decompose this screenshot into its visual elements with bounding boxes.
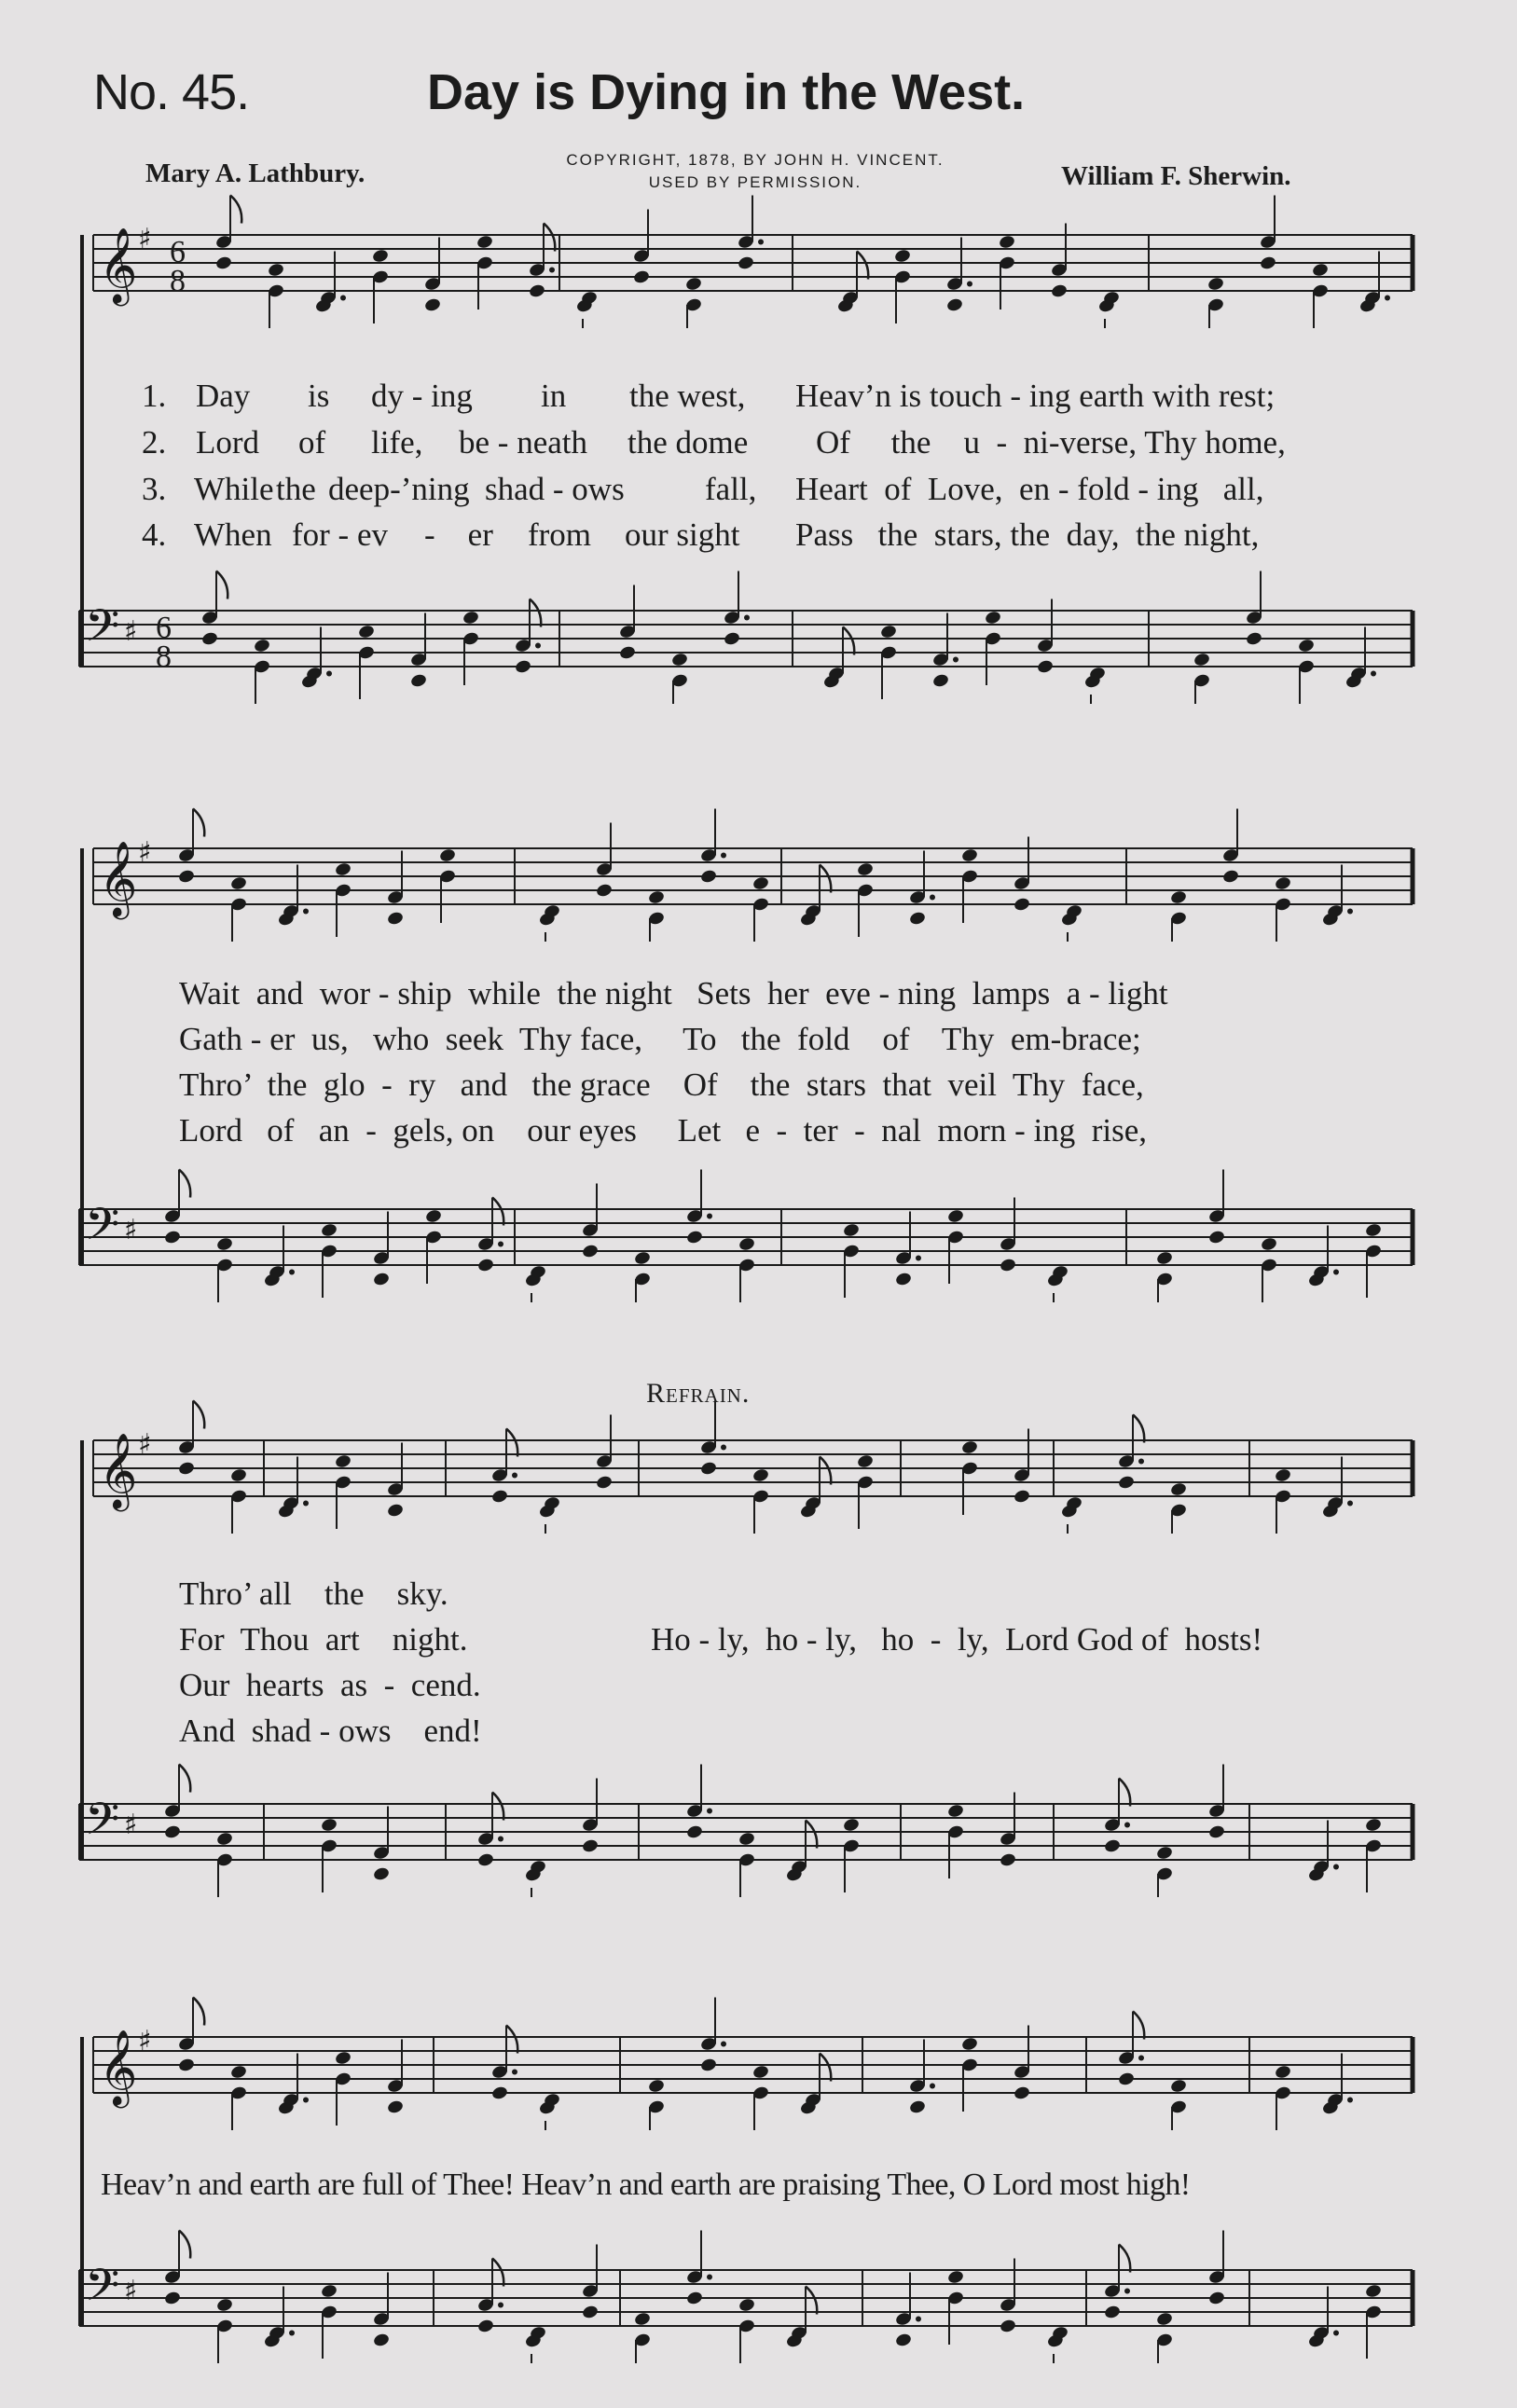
notehead — [215, 2297, 233, 2313]
note-flag — [193, 809, 204, 837]
hymn-number: No. 45. — [93, 64, 250, 120]
notehead — [999, 2319, 1016, 2334]
notehead — [476, 234, 493, 250]
note-flag — [843, 627, 854, 655]
refrain-label: Refrain. — [646, 1378, 751, 1409]
notehead — [215, 1831, 233, 1847]
notehead — [856, 861, 874, 877]
lyric-line: Wait and wor - ship while the night Sets her eve - ning lamps a - light — [179, 975, 1168, 1011]
notehead — [723, 631, 740, 647]
dot — [303, 909, 309, 915]
time-signature-bottom: 8 — [170, 264, 186, 298]
notehead — [931, 673, 949, 689]
notehead — [856, 1453, 874, 1469]
notehead — [960, 847, 978, 863]
notehead — [229, 2064, 247, 2080]
dot — [1333, 2331, 1339, 2336]
dot — [498, 1837, 503, 1842]
notehead — [409, 673, 427, 689]
notehead — [215, 1236, 233, 1252]
notehead — [163, 1824, 181, 1840]
notehead — [423, 297, 441, 313]
note-flag — [492, 1198, 503, 1226]
dot — [758, 240, 764, 245]
notehead — [1207, 276, 1224, 292]
notehead — [177, 1461, 195, 1477]
notehead — [438, 847, 456, 863]
copyright-line-1: COPYRIGHT, 1878, BY JOHN H. VINCENT. — [566, 151, 945, 169]
lyric-syllable: the dome — [627, 424, 749, 461]
dot — [967, 282, 972, 287]
note-flag — [492, 2259, 503, 2287]
note-flag — [1133, 2012, 1144, 2040]
notehead — [1260, 1236, 1277, 1252]
verse-3-number: 3. — [142, 471, 167, 507]
key-signature-sharp: ♯ — [124, 615, 138, 648]
note-flag — [857, 252, 868, 280]
verse-1-number: 1. — [142, 378, 167, 414]
notehead — [320, 2283, 338, 2299]
dot — [1347, 2098, 1353, 2103]
dot — [1385, 296, 1390, 301]
bass-clef: 𝄢 — [85, 2259, 120, 2322]
notehead — [177, 2057, 195, 2073]
dot — [1138, 1459, 1144, 1465]
key-signature-sharp: ♯ — [124, 2275, 138, 2307]
notehead — [253, 638, 270, 654]
notehead — [1297, 638, 1315, 654]
dot — [303, 2098, 309, 2103]
notehead — [1036, 659, 1054, 675]
notehead — [908, 2099, 926, 2115]
notehead — [476, 1258, 494, 1273]
notehead — [1311, 262, 1329, 278]
lyric-phrase: Of the u - ni-verse, Thy home, — [816, 424, 1286, 461]
lyric-syllable: is — [308, 378, 330, 414]
lyric-syllable: be - neath — [459, 424, 587, 461]
lyric-line: Thro’ the glo - ry and the grace Of the stars that veil Thy face, — [179, 1066, 1144, 1103]
time-signature-bottom: 8 — [156, 640, 172, 674]
notehead — [1117, 1475, 1135, 1491]
notehead — [1013, 1489, 1030, 1505]
notehead — [1169, 889, 1187, 905]
notehead — [1364, 1817, 1382, 1833]
dot — [707, 2275, 712, 2280]
lyric-syllable: dy - ing — [371, 378, 473, 414]
note-flag — [530, 599, 541, 627]
notehead — [514, 659, 531, 675]
notehead — [647, 889, 665, 905]
notehead — [1274, 875, 1291, 891]
notehead — [1103, 2305, 1121, 2320]
note-flag — [820, 865, 831, 893]
lyric-line: And shad - ows end! — [179, 1713, 482, 1749]
notehead — [371, 248, 389, 264]
notehead — [842, 1817, 860, 1833]
lyric-syllable: fall, — [705, 471, 757, 507]
lyric-syllable: deep-’ning — [328, 471, 470, 507]
notehead — [752, 1467, 769, 1483]
lyric-syllable: - er — [424, 516, 493, 553]
notehead — [462, 610, 479, 626]
notehead — [1364, 2283, 1382, 2299]
notehead — [334, 1453, 352, 1469]
notehead — [1274, 2064, 1291, 2080]
notehead — [893, 248, 911, 264]
lyric-line: Lord of an - gels, on our eyes Let e - ter - nal morn - ing rise, — [179, 1112, 1148, 1149]
notehead — [581, 1244, 599, 1259]
notehead — [960, 1439, 978, 1455]
note-flag — [820, 1457, 831, 1485]
dot — [289, 1270, 295, 1275]
notehead — [476, 2319, 494, 2334]
notehead — [1155, 1845, 1173, 1861]
lyric-syllable: from — [528, 516, 592, 553]
dot — [1138, 2056, 1144, 2061]
lyric-syllable: While — [194, 471, 274, 507]
notehead — [998, 234, 1015, 250]
note-flag — [1133, 1415, 1144, 1443]
note-flag — [1119, 1779, 1130, 1807]
lyric-syllable: Lord — [196, 424, 260, 461]
dot — [512, 1473, 517, 1479]
dot — [721, 2042, 726, 2047]
notehead — [999, 1852, 1016, 1868]
lyric-syllable: the west, — [629, 378, 746, 414]
notehead — [528, 283, 545, 299]
notehead — [200, 631, 218, 647]
dot — [1371, 671, 1376, 677]
dot — [1347, 909, 1353, 915]
notehead — [357, 624, 375, 640]
lyric-syllable: the — [276, 471, 316, 507]
dot — [916, 1256, 921, 1261]
lyric-line: Gath - er us, who seek Thy face, To the fold of Thy em-brace; — [179, 1021, 1141, 1057]
notehead — [386, 2099, 404, 2115]
dot — [326, 671, 332, 677]
treble-clef: 𝄞 — [99, 840, 138, 916]
composer-credit: William F. Sherwin. — [1061, 161, 1291, 191]
notehead — [372, 1272, 390, 1287]
notehead — [945, 297, 963, 313]
notehead — [842, 1222, 860, 1238]
notehead — [229, 1467, 247, 1483]
treble-clef: 𝄞 — [99, 227, 138, 303]
notehead — [163, 1230, 181, 1245]
bass-clef: 𝄢 — [85, 1793, 120, 1856]
note-flag — [820, 2054, 831, 2082]
note-flag — [506, 1429, 517, 1457]
notehead — [595, 883, 613, 899]
notehead — [879, 624, 897, 640]
key-signature-sharp: ♯ — [138, 1428, 152, 1461]
key-signature-sharp: ♯ — [124, 1214, 138, 1246]
lyric-syllable: shad - ows — [485, 471, 625, 507]
note-flag — [193, 1401, 204, 1429]
notehead — [1169, 1481, 1187, 1497]
notehead — [334, 2050, 352, 2066]
notehead — [214, 255, 232, 271]
notehead — [685, 2291, 703, 2306]
notehead — [1013, 2085, 1030, 2101]
note-flag — [506, 2026, 517, 2054]
note-flag — [492, 1793, 503, 1821]
dot — [1124, 2289, 1130, 2294]
notehead — [1155, 2311, 1173, 2327]
notehead — [684, 276, 702, 292]
verse-2-number: 2. — [142, 424, 167, 461]
dot — [930, 2084, 935, 2089]
dot — [916, 2317, 921, 2322]
notehead — [1259, 255, 1276, 271]
dot — [1333, 1270, 1339, 1275]
notehead — [1169, 2078, 1187, 2094]
notehead — [1117, 2071, 1135, 2087]
notehead — [633, 2311, 651, 2327]
dot — [549, 268, 555, 273]
hymn-title: Day is Dying in the West. — [427, 64, 1026, 120]
notehead — [372, 2332, 390, 2348]
notehead — [267, 262, 284, 278]
time-signature-top: 6 — [170, 235, 186, 269]
notehead — [581, 2305, 599, 2320]
notehead — [320, 1817, 338, 1833]
key-signature-sharp: ♯ — [138, 2025, 152, 2057]
bass-clef: 𝄢 — [85, 1198, 120, 1261]
note-flag — [179, 1765, 190, 1793]
notehead — [894, 2332, 912, 2348]
notehead — [1155, 1250, 1173, 1266]
dot — [744, 615, 750, 621]
notehead — [984, 610, 1001, 626]
lyric-phrase: Heav’n is touch - ing earth with rest; — [795, 378, 1276, 414]
lyric-syllable: life, — [371, 424, 423, 461]
note-flag — [806, 1821, 817, 1849]
lyric-syllable: Day — [196, 378, 251, 414]
notehead — [618, 645, 636, 661]
lyric-line: Our hearts as - cend. — [179, 1667, 481, 1703]
note-flag — [179, 2231, 190, 2259]
lyric-phrase: Heart of Love, en - fold - ing all, — [795, 471, 1264, 507]
lyric-line: Thro’ all the sky. — [179, 1576, 448, 1612]
key-signature-sharp: ♯ — [124, 1809, 138, 1841]
notehead — [1103, 1838, 1121, 1854]
notehead — [946, 1803, 964, 1819]
dot — [1333, 1864, 1339, 1870]
notehead — [476, 1852, 494, 1868]
notehead — [1207, 1824, 1225, 1840]
notehead — [752, 875, 769, 891]
notehead — [894, 1272, 912, 1287]
notehead — [699, 2057, 717, 2073]
treble-clef: 𝄞 — [99, 1432, 138, 1508]
notehead — [685, 1824, 703, 1840]
dot — [340, 296, 346, 301]
notehead — [334, 861, 352, 877]
lyric-syllable: for - ev — [292, 516, 389, 553]
notehead — [386, 911, 404, 927]
time-signature-top: 6 — [156, 611, 172, 645]
bass-clef: 𝄢 — [85, 599, 120, 663]
notehead — [699, 869, 717, 885]
dot — [707, 1809, 712, 1814]
notehead — [1207, 1230, 1225, 1245]
notehead — [737, 255, 754, 271]
final-lyric-line: Heav’n and earth are full of Thee! Heav’n and earth are praising Thee, O Lord most high! — [101, 2167, 1191, 2202]
key-signature-sharp: ♯ — [138, 836, 152, 869]
notehead — [1274, 1467, 1291, 1483]
lyric-syllable: our sight — [625, 516, 740, 553]
note-flag — [216, 571, 228, 599]
notehead — [595, 1475, 613, 1491]
notehead — [670, 652, 688, 667]
dot — [1124, 1823, 1130, 1828]
notehead — [372, 1866, 390, 1882]
notehead — [699, 1461, 717, 1477]
notehead — [738, 2297, 755, 2313]
notehead — [1050, 283, 1068, 299]
notehead — [490, 2085, 508, 2101]
dot — [303, 1501, 309, 1507]
lyric-phrase: Pass the stars, the day, the night, — [795, 516, 1260, 553]
notehead — [647, 2078, 665, 2094]
lyric-syllable: of — [298, 424, 326, 461]
note-flag — [230, 196, 241, 224]
dot — [721, 1445, 726, 1451]
dot — [512, 2070, 517, 2075]
dot — [498, 1242, 503, 1247]
note-flag — [544, 224, 555, 252]
notehead — [738, 1236, 755, 1252]
lyric-syllable: in — [541, 378, 567, 414]
key-signature-sharp: ♯ — [138, 223, 152, 255]
notehead — [581, 1838, 599, 1854]
dot — [1347, 1501, 1353, 1507]
notehead — [1013, 897, 1030, 913]
dot — [289, 2331, 295, 2336]
lyric-line: For Thou art night. — [179, 1621, 468, 1658]
notehead — [1193, 652, 1210, 667]
notehead — [320, 1222, 338, 1238]
notehead — [960, 2036, 978, 2052]
copyright-line-2: USED BY PERMISSION. — [648, 173, 862, 191]
dot — [498, 2303, 503, 2308]
notehead — [752, 2064, 769, 2080]
notehead — [685, 1230, 703, 1245]
notehead — [386, 1503, 404, 1519]
refrain-lyric-line: Ho - ly, ho - ly, ho - ly, Lord God of hosts! — [651, 1621, 1263, 1658]
dot — [953, 657, 958, 663]
notehead — [1207, 2291, 1225, 2306]
dot — [535, 643, 541, 649]
notehead — [738, 1831, 755, 1847]
notehead — [908, 911, 926, 927]
dot — [707, 1214, 712, 1219]
note-flag — [1119, 2245, 1130, 2273]
note-flag — [806, 2287, 817, 2315]
dot — [930, 895, 935, 901]
notehead — [1364, 1222, 1382, 1238]
notehead — [490, 1489, 508, 1505]
dot — [721, 853, 726, 859]
notehead — [163, 2291, 181, 2306]
notehead — [632, 269, 650, 285]
treble-clef: 𝄞 — [99, 2029, 138, 2105]
notehead — [1245, 631, 1262, 647]
lyricist-credit: Mary A. Lathbury. — [145, 158, 365, 188]
notehead — [1221, 869, 1239, 885]
note-flag — [179, 1170, 190, 1198]
notehead — [177, 869, 195, 885]
notehead — [946, 1208, 964, 1224]
notehead — [999, 1258, 1016, 1273]
verse-4-number: 4. — [142, 516, 167, 553]
lyric-syllable: When — [194, 516, 272, 553]
notehead — [424, 1208, 442, 1224]
note-flag — [193, 1998, 204, 2026]
notehead — [229, 875, 247, 891]
notehead — [633, 1250, 651, 1266]
notehead — [946, 2269, 964, 2285]
